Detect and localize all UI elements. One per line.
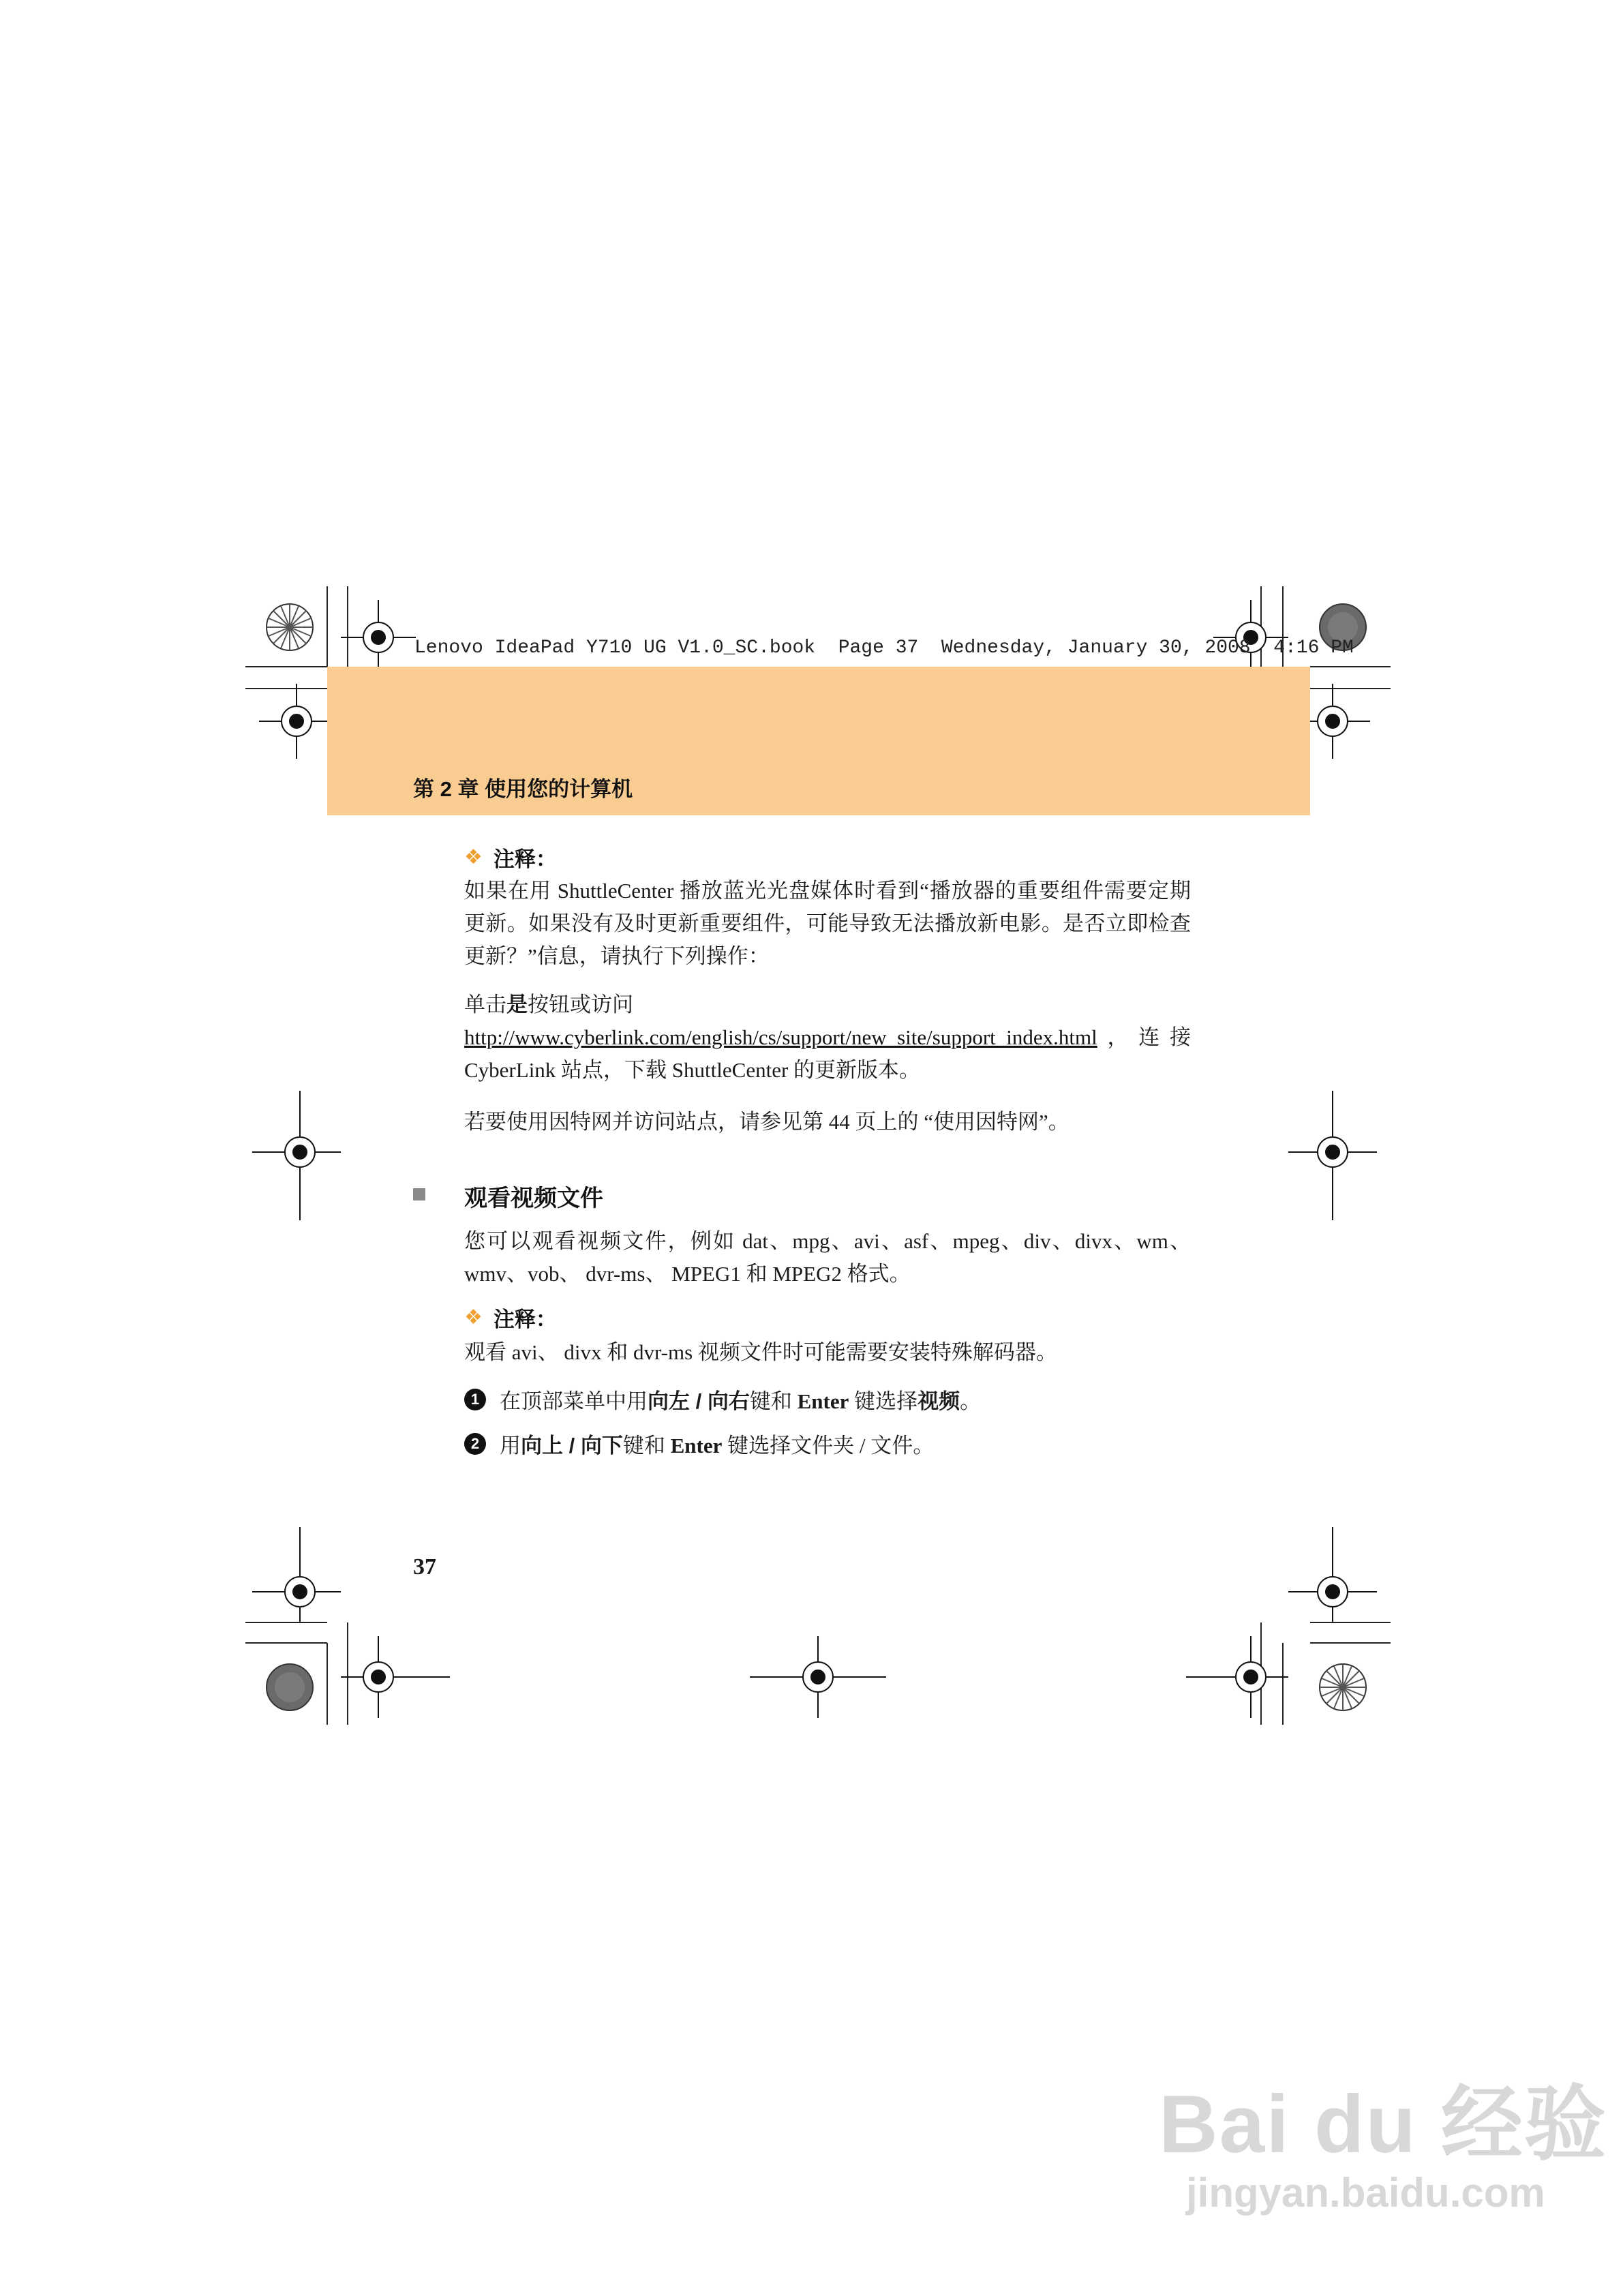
text-segment: 。 <box>960 1389 982 1413</box>
text-segment: 键选择 <box>849 1389 918 1413</box>
page-number: 37 <box>413 1554 436 1580</box>
yes-button-label: 是 <box>506 993 528 1016</box>
note-title: 注释： <box>493 847 557 871</box>
text-segment: 键和 <box>749 1389 798 1413</box>
registration-target <box>259 684 334 759</box>
chapter-title: 第 2 章 使用您的计算机 <box>413 777 633 801</box>
text-segment: ，连接 CyberLink 站点，下载 ShuttleCenter 的更新版本。 <box>464 1025 1191 1082</box>
text-segment: 键和 <box>622 1434 671 1457</box>
step-text <box>500 1428 934 1459</box>
key-label: Enter <box>797 1389 849 1413</box>
text-segment: 在顶部菜单中用 <box>500 1389 648 1413</box>
registration-target <box>252 1527 341 1622</box>
diamond-bullet-icon: ❖ <box>464 1305 483 1329</box>
note-heading <box>464 842 557 873</box>
text-segment: 按钮或访问 <box>528 993 633 1016</box>
book-file-info: Lenovo IdeaPad Y710 UG V1.0_SC.book Page 37 Wednesday, January 30, 2008 4:16 PM <box>414 637 1354 659</box>
registration-target <box>1288 1091 1377 1220</box>
note-paragraph: 观看 avi、 divx 和 dvr-ms 视频文件时可能需要安装特殊解码器。 <box>464 1340 1057 1364</box>
step-text <box>500 1384 981 1415</box>
watermark-brand: Bai du 经验 <box>1159 2079 1608 2170</box>
note-paragraph: 如果在用 ShuttleCenter 播放蓝光光盘媒体时看到“播放器的重要组件需要定期更新。如果没有及时更新重要组件，可能导致无法播放新电影。是否立即检查更新？”信息，请执行下列操作： <box>464 879 1191 968</box>
registration-target <box>341 1636 450 1718</box>
menu-label: 视频 <box>917 1389 960 1413</box>
section-title: 观看视频文件 <box>464 1185 603 1211</box>
key-label: Enter <box>670 1434 723 1457</box>
note-heading <box>464 1302 557 1333</box>
starburst-dial <box>267 604 313 650</box>
cyberlink-support-link[interactable]: http://www.cyberlink.com/english/cs/support/new_site/support_index.html <box>464 1025 1097 1049</box>
registration-target <box>750 1636 886 1718</box>
starburst-dial <box>1320 1664 1366 1710</box>
key-label: 向上 / 向下 <box>521 1434 623 1457</box>
step-2 <box>464 1428 934 1459</box>
text-segment: 单击 <box>464 993 506 1016</box>
step-1 <box>464 1384 981 1415</box>
registration-target <box>1288 1527 1377 1622</box>
registration-target <box>1186 1636 1288 1718</box>
gray-dial <box>267 1664 313 1710</box>
registration-target <box>252 1091 341 1220</box>
note-paragraph: 若要使用因特网并访问站点，请参见第 44 页上的 “使用因特网”。 <box>464 1110 1070 1134</box>
registration-target <box>341 600 416 675</box>
key-label: 向左 / 向右 <box>648 1389 750 1413</box>
step-number-icon: 2 <box>464 1433 486 1455</box>
text-segment: 用 <box>500 1434 521 1457</box>
step-number-icon: 1 <box>464 1389 486 1410</box>
diamond-bullet-icon: ❖ <box>464 845 483 868</box>
section-intro: 您可以观看视频文件，例如 dat、mpg、avi、asf、mpeg、div、divx、wm、wmv、vob、 dvr-ms、 MPEG1 和 MPEG2 格式。 <box>464 1229 1191 1286</box>
baidu-jingyan-watermark <box>1159 2059 1607 2216</box>
watermark-url: jingyan.baidu.com <box>1186 2170 1545 2216</box>
text-segment: 键选择文件夹 / 文件。 <box>722 1434 935 1457</box>
note-title: 注释： <box>493 1308 557 1331</box>
section-square-icon <box>413 1188 425 1200</box>
note-paragraph-instructions <box>464 988 1191 1087</box>
